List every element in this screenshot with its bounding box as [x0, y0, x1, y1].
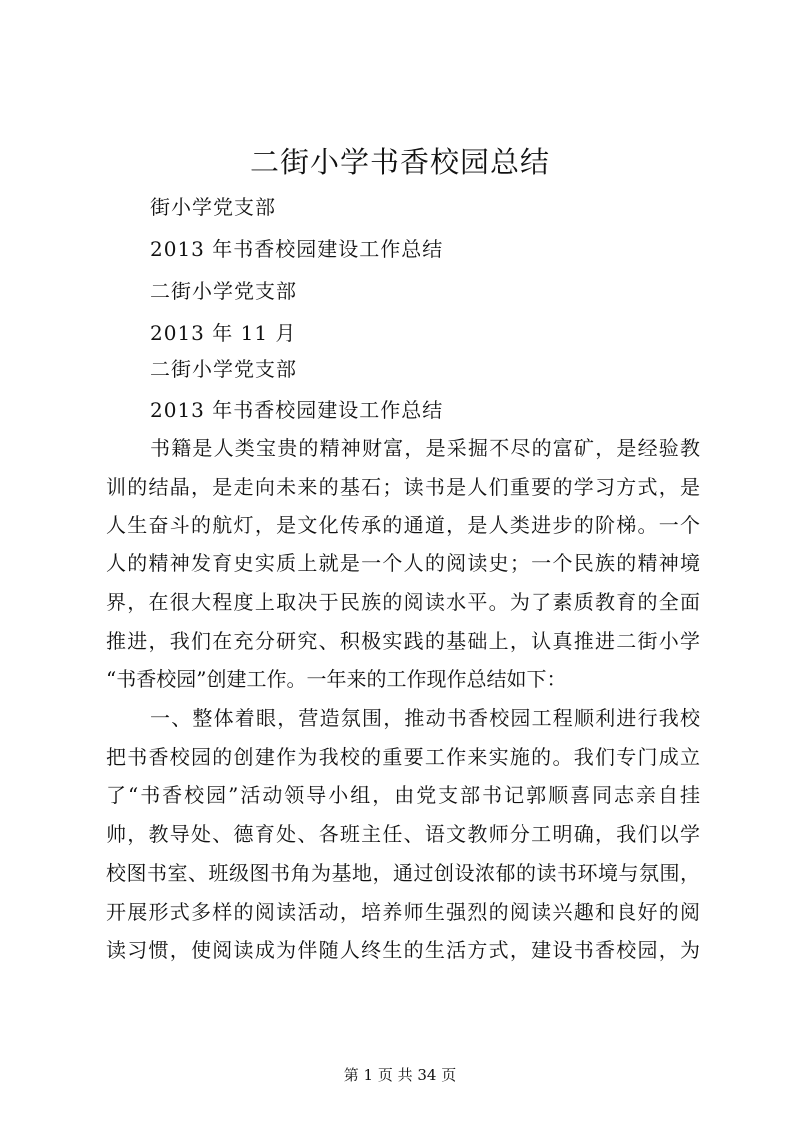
paragraph-line: 人的精神发育史实质上就是一个人的阅读史；一个民族的精神境 [106, 551, 700, 575]
header-line: 二街小学党支部 [150, 357, 297, 381]
paragraph-line: 了“书香校园”活动领导小组，由党支部书记郭顺喜同志亲自挂 [106, 783, 700, 807]
paragraph-line: 把书香校园的创建作为我校的重要工作来实施的。我们专门成立 [106, 745, 700, 769]
header-line: 二街小学党支部 [150, 279, 297, 303]
header-line: 2013 年 11 月 [150, 321, 297, 345]
paragraph-line: 开展形式多样的阅读活动，培养师生强烈的阅读兴趣和良好的阅 [106, 900, 700, 924]
header-line: 2013 年书香校园建设工作总结 [150, 398, 444, 422]
paragraph-line: 帅，教导处、德育处、各班主任、语文教师分工明确，我们以学 [106, 822, 700, 846]
paragraph-line: “书香校园”创建工作。一年来的工作现作总结如下： [106, 667, 567, 691]
paragraph-line: 推进，我们在充分研究、积极实践的基础上，认真推进二街小学 [106, 629, 700, 653]
paragraph-line: 读习惯，使阅读成为伴随人终生的生活方式，建设书香校园，为 [106, 938, 700, 962]
page-footer: 第 1 页 共 34 页 [343, 1066, 457, 1084]
paragraph-line: 人生奋斗的航灯，是文化传承的通道，是人类进步的阶梯。一个 [106, 513, 700, 537]
paragraph-line: 训的结晶，是走向未来的基石；读书是人们重要的学习方式，是 [106, 475, 700, 499]
paragraph-line: 界，在很大程度上取决于民族的阅读水平。为了素质教育的全面 [106, 590, 700, 614]
header-line: 街小学党支部 [150, 195, 276, 219]
paragraph-line: 校图书室、班级图书角为基地，通过创设浓郁的读书环境与氛围， [106, 861, 700, 885]
document-title: 二街小学书香校园总结 [249, 145, 550, 179]
paragraph-line: 一、整体着眼，营造氛围，推动书香校园工程顺利进行我校 [150, 706, 700, 730]
header-line: 2013 年书香校园建设工作总结 [150, 237, 444, 261]
paragraph-line: 书籍是人类宝贵的精神财富，是采掘不尽的富矿，是经验教 [150, 436, 700, 460]
